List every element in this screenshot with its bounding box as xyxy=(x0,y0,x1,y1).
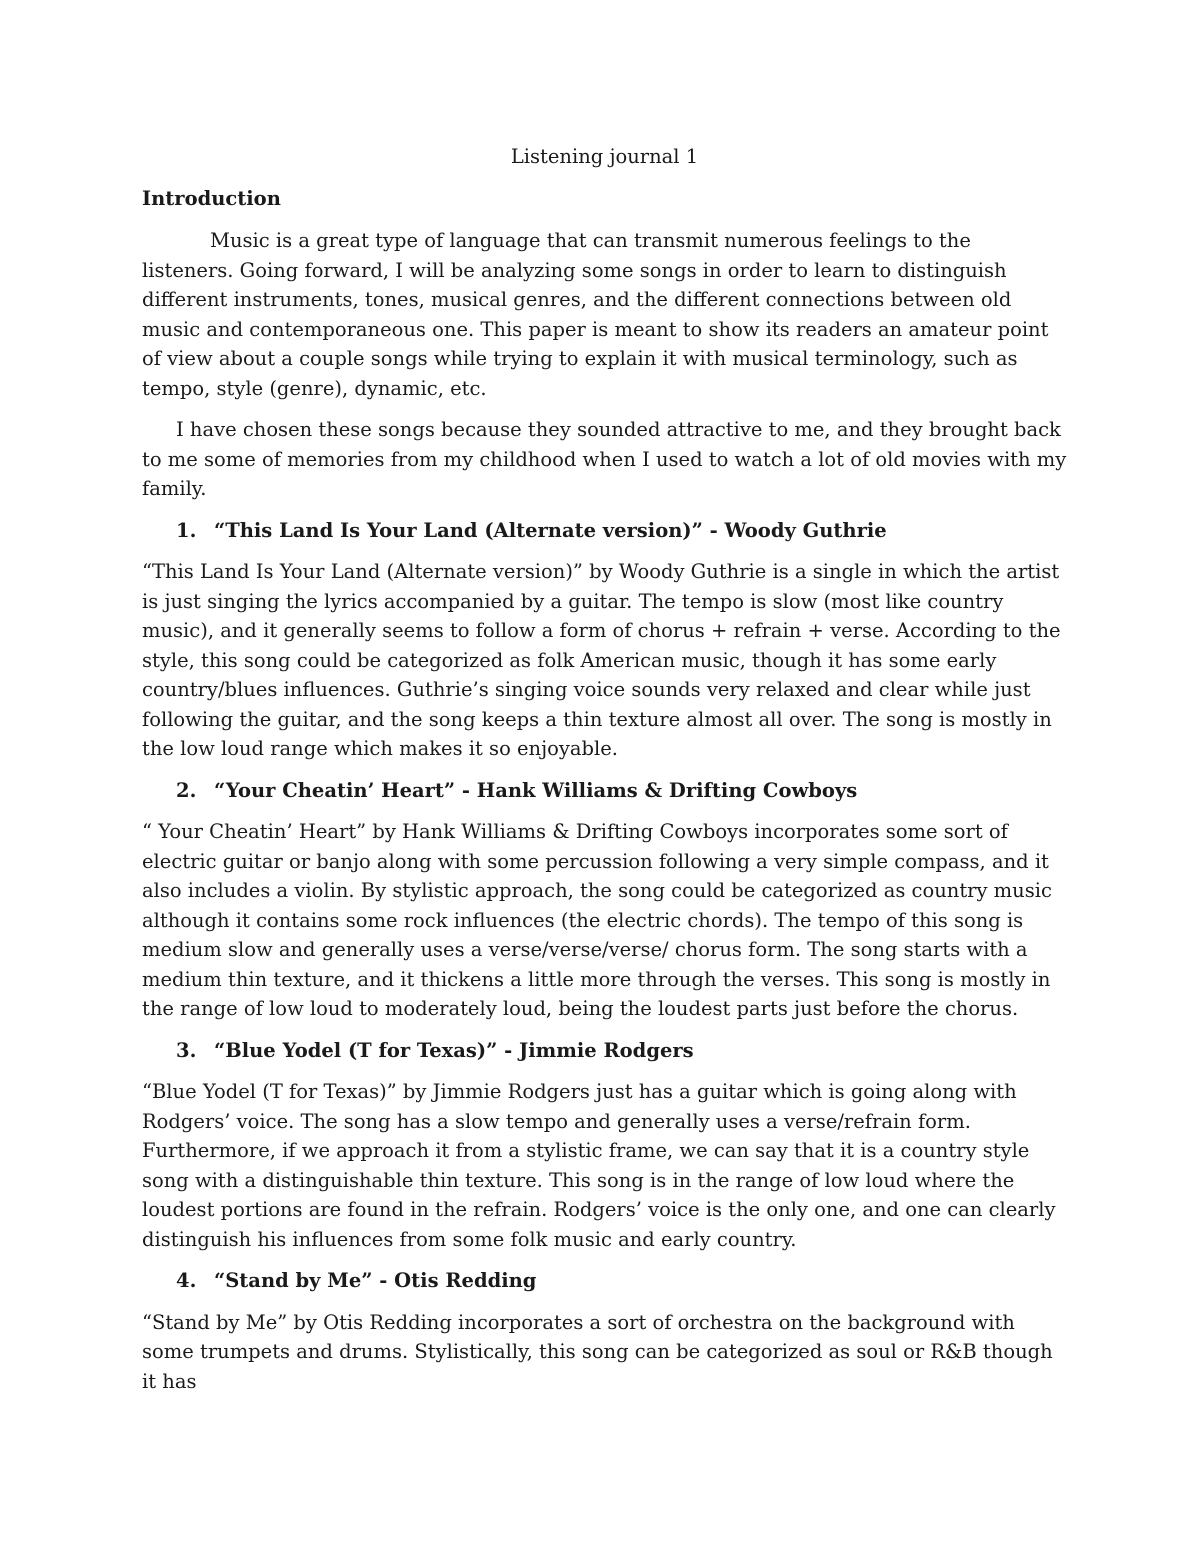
introduction-heading: Introduction xyxy=(142,186,281,210)
song-paragraph-3: “Blue Yodel (T for Texas)” by Jimmie Rodgers just has a guitar which is going along with Rodgers’ voice. The song has a slow tempo and generally uses a verse/refrain form. Furthermore, if we approach it from a stylistic frame, we can say that it is a country style song with a distinguishable thin texture. This song is in the range of low loud where the loudest portions are found in the refrain. Rodgers’ voice is the only one, and one can clearly distinguish his influences from some folk music and early country. xyxy=(142,1080,1056,1251)
song-heading-4 xyxy=(142,1266,1067,1296)
song-title-3: “Blue Yodel (T for Texas)” - Jimmie Rodgers xyxy=(214,1038,694,1062)
song-title-4: “Stand by Me” - Otis Redding xyxy=(214,1269,537,1292)
song-number-3: 3. xyxy=(176,1038,197,1062)
song-heading-3 xyxy=(142,1036,1067,1066)
intro-paragraph-2: I have chosen these songs because they sounded attractive to me, and they brought back to me some of memories from my childhood when I used to watch a lot of old movies with my family. xyxy=(142,418,1067,500)
song-number-2: 2. xyxy=(176,778,197,802)
song-title-2: “Your Cheatin’ Heart” - Hank Williams & Drifting Cowboys xyxy=(214,778,858,802)
song-title-1: “This Land Is Your Land (Alternate version)” - Woody Guthrie xyxy=(214,518,887,542)
song-paragraph-4: “Stand by Me” by Otis Redding incorporates a sort of orchestra on the background with some trumpets and drums. Stylistically, this song can be categorized as soul or R&B though it has xyxy=(142,1310,1053,1393)
song-heading-1 xyxy=(142,516,1067,546)
document-title: Listening journal 1 xyxy=(510,145,699,168)
song-paragraph-1: “This Land Is Your Land (Alternate version)” by Woody Guthrie is a single in which the artist is just singing the lyrics accompanied by a guitar. The tempo is slow (most like country music), and it generally seems to follow a form of chorus + refrain + verse. According to the style, this song could be categorized as folk American music, though it has some early country/blues influences. Guthrie’s singing voice sounds very relaxed and clear while just following the guitar, and the song keeps a thin texture almost all over. The song is mostly in the low loud range which makes it so enjoyable. xyxy=(142,560,1061,760)
song-paragraph-2: “ Your Cheatin’ Heart” by Hank Williams & Drifting Cowboys incorporates some sort of electric guitar or banjo along with some percussion following a very simple compass, and it also includes a violin. By stylistic approach, the song could be categorized as country music although it contains some rock influences (the electric chords). The tempo of this song is medium slow and generally uses a verse/verse/verse/ chorus form. The song starts with a medium thin texture, and it thickens a little more through the verses. This song is mostly in the range of low loud to moderately loud, being the loudest parts just before the chorus. xyxy=(142,820,1052,1020)
document-content xyxy=(142,142,1067,1408)
song-number-1: 1. xyxy=(176,518,197,542)
song-number-4: 4. xyxy=(176,1269,197,1292)
song-heading-2 xyxy=(142,776,1067,806)
intro-paragraph-1: Music is a great type of language that can transmit numerous feelings to the listeners. Going forward, I will be analyzing some songs in order to learn to distinguish different instruments, tones, musical genres, and the different connections between old music and contemporaneous one. This paper is meant to show its readers an amateur point of view about a couple songs while trying to explain it with musical terminology, such as tempo, style (genre), dynamic, etc. xyxy=(142,229,1049,400)
